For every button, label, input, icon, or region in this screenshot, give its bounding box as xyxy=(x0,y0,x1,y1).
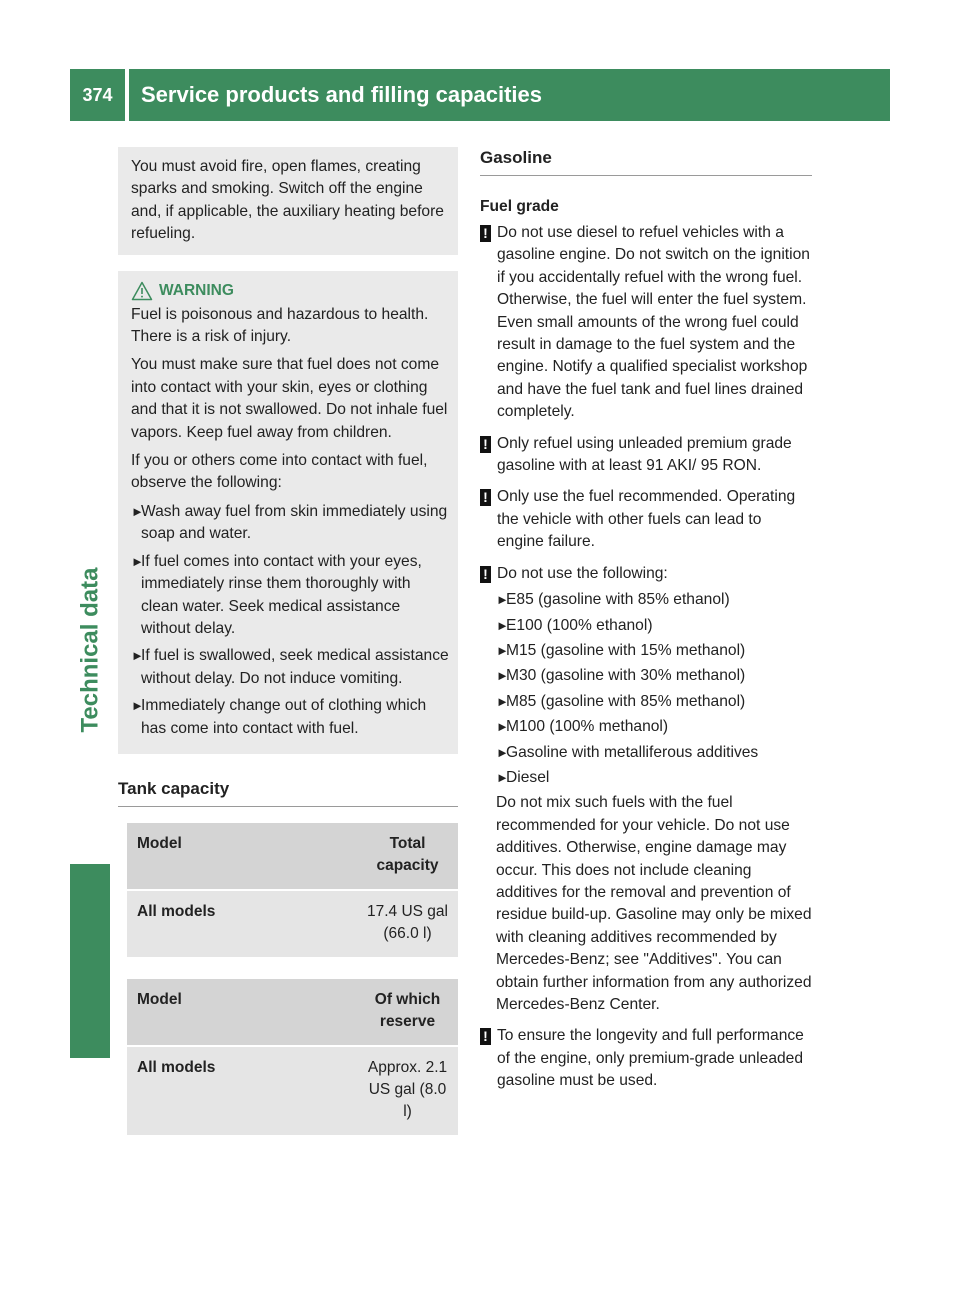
warning-title: WARNING xyxy=(159,281,234,299)
list-item: ► E100 (100% ethanol) xyxy=(496,616,653,634)
exclamation-icon: ! xyxy=(480,566,491,583)
warning-paragraph: If you or others come into contact with fuel, observe the following: xyxy=(131,452,428,492)
side-section-tab xyxy=(70,460,110,840)
list-item: ► M100 (100% methanol) xyxy=(496,718,669,736)
warning-bullet: ► Wash away fuel from skin immediately using soap and water. xyxy=(131,502,448,543)
total-capacity-table xyxy=(127,823,458,957)
reserve-table xyxy=(127,979,458,1135)
exclamation-icon: ! xyxy=(480,489,491,506)
note-recommended-fuel: ! Only use the fuel recommended. Operating the vehicle with other fuels can lead to engine failure. xyxy=(480,486,812,553)
warning-paragraph: You must make sure that fuel does not come into contact with your skin, eyes or clothing and that it is not swallowed. Do not inhale fuel vapors. Keep fuel away from children. xyxy=(131,356,448,441)
note-do-not-use: ! Do not use the following: xyxy=(480,563,812,585)
warning-paragraph: Fuel is poisonous and hazardous to health. There is a risk of injury. xyxy=(131,305,429,346)
warning-bullet: ► Immediately change out of clothing which has come into contact with fuel. xyxy=(131,697,427,737)
table-cell-total-capacity: 17.4 US gal (66.0 l) xyxy=(357,891,458,957)
table-cell-model: All models xyxy=(127,1047,357,1135)
tank-capacity-heading: Tank capacity xyxy=(118,778,458,807)
fire-caution-box xyxy=(118,147,458,255)
list-item: ► M30 (gasoline with 30% methanol) xyxy=(496,667,746,685)
gasoline-heading: Gasoline xyxy=(480,147,812,176)
page-number: 374 xyxy=(70,69,125,121)
warning-bullet: ► If fuel comes into contact with your eyes, immediately rinse them thoroughly with clean water. Seek medical assistance without delay. xyxy=(131,552,422,637)
list-item: ► Diesel xyxy=(496,768,550,786)
side-section-marker xyxy=(70,864,110,1058)
table-cell-model: All models xyxy=(127,891,357,957)
table-header-model: Model xyxy=(127,823,357,889)
mix-fuels-paragraph: Do not mix such fuels with the fuel recommended for your vehicle. Do not use additives. Otherwise, engine damage may occur. This does not include cleaning additives for the removal and prevention of residue build-up. Gasoline may only be mixed with cleaning additives recommended by Mercedes-Benz; see "Additives". You can obtain further information from any authorized Mercedes-Benz Center. xyxy=(496,794,812,1013)
list-item: ► M85 (gasoline with 85% methanol) xyxy=(496,692,746,710)
fire-caution-text: You must avoid fire, open flames, creating sparks and smoking. Switch off the engine and, if applicable, the auxiliary heating before refueling. xyxy=(131,158,444,243)
right-column xyxy=(480,147,812,1102)
note-premium-grade: ! To ensure the longevity and full performance of the engine, only premium-grade unleaded gasoline must be used. xyxy=(480,1025,812,1092)
list-item: ► E85 (gasoline with 85% ethanol) xyxy=(496,591,730,609)
list-item: ► Gasoline with metalliferous additives xyxy=(496,743,759,761)
note-diesel: ! Do not use diesel to refuel vehicles with a gasoline engine. Do not switch on the ignition if you accidentally refuel with the wrong fuel. Otherwise, the fuel will enter the fuel system. Even small amounts of the wrong fuel could result in damage to the fuel system and the engine. Notify a qualified specialist workshop and have the fuel tank and fuel lines drained completely. xyxy=(480,222,812,424)
warning-bullet: ► If fuel is swallowed, seek medical assistance without delay. Do not induce vomiting. xyxy=(131,647,449,687)
left-column xyxy=(118,147,458,1135)
exclamation-icon: ! xyxy=(480,436,491,453)
table-header-total-capacity: Total capacity xyxy=(357,823,458,889)
warning-header xyxy=(131,280,449,302)
do-not-use-list xyxy=(480,589,812,1016)
page-title: Service products and filling capacities xyxy=(129,69,890,121)
fuel-grade-subheading: Fuel grade xyxy=(480,198,559,215)
side-section-label: Technical data xyxy=(76,567,104,733)
warning-triangle-icon xyxy=(131,281,153,301)
exclamation-icon: ! xyxy=(480,225,491,242)
table-cell-reserve: Approx. 2.1 US gal (8.0 l) xyxy=(357,1047,458,1135)
warning-box xyxy=(118,271,458,754)
table-header-reserve: Of which reserve xyxy=(357,979,458,1045)
table-header-model: Model xyxy=(127,979,357,1045)
exclamation-icon: ! xyxy=(480,1028,491,1045)
list-item: ► M15 (gasoline with 15% methanol) xyxy=(496,641,746,659)
note-unleaded-premium: ! Only refuel using unleaded premium grade gasoline with at least 91 AKI/ 95 RON. xyxy=(480,433,812,478)
